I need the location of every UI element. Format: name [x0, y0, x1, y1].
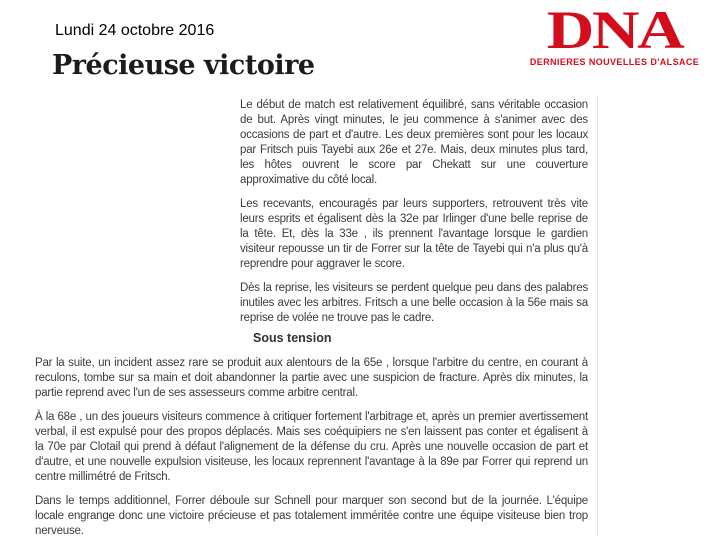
article-body-column: [35, 356, 588, 540]
article-paragraph: Par la suite, un incident assez rare se produit aux alentours de la 65e , lorsque l'arbitre du centre, en courant à reculons, tombe sur sa main et doit abandonner la partie avec une suspicion de fracture. Après dix minutes, la partie reprend avec l'un de ses assesseurs comme arbitre central.: [35, 357, 588, 399]
article-headline: Précieuse victoire: [52, 50, 315, 81]
article-intro-column: [240, 98, 588, 335]
article-paragraph: Dans le temps additionnel, Forrer déboule sur Schnell pour marquer son second but de la journée. L'équipe locale engrange donc une victoire précieuse et pas totalement imméritée contre une équipe visiteuse bien trop nerveuse.: [35, 495, 588, 537]
article-paragraph: À la 68e , un des joueurs visiteurs commence à critiquer fortement l'arbitrage et, après un premier avertissement verbal, il est expulsé pour des propos déplacés. Mais ses coéquipiers ne s'en laissent pas conter et égalisent à la 70e par Clotail qui prend à défaut l'alignement de la défense du cru. Après une nouvelle occasion de part et d'autre, et une nouvelle expulsion visiteuse, les locaux reprennent l'avantage à la 89e par Forrer qui reprend un centre millimétré de Fritsch.: [35, 411, 588, 483]
dna-logo-tagline: DERNIERES NOUVELLES D'ALSACE: [529, 56, 700, 67]
article-date: Lundi 24 octobre 2016: [55, 22, 215, 39]
dna-logo-letters: DNA: [546, 0, 683, 60]
article-paragraph: Dès la reprise, les visiteurs se perdent quelque peu dans des palabres inutiles avec les arbitres. Fritsch a une belle occasion à la 56e mais sa reprise de volée ne trouve pas le cadre.: [240, 282, 588, 324]
dna-logo: [522, 0, 707, 67]
article-paragraph: Les recevants, encouragés par leurs supporters, retrouvent très vite leurs esprits et égalisent dès la 32e par Irlinger d'une belle reprise de la tête. Et, dès la 33e , ils prennent l'avantage lorsque le gardien visiteur repousse un tir de Forrer sur la tête de Tayebi qui n'a plus qu'à reprendre pour aggraver le score.: [240, 198, 588, 270]
article-paragraph: Le début de match est relativement équilibré, sans véritable occasion de but. Après vingt minutes, le jeu commence à s'animer avec des occasions de part et d'autre. Les deux premières sont pour les locaux par Fritsch puis Tayebi aux 26e et 27e. Mais, deux minutes plus tard, les hôtes ouvrent le score par Chekatt sur une couverture approximative du côté local.: [240, 99, 588, 186]
article-subheading: Sous tension: [253, 331, 332, 345]
content-frame-divider: [597, 96, 598, 536]
